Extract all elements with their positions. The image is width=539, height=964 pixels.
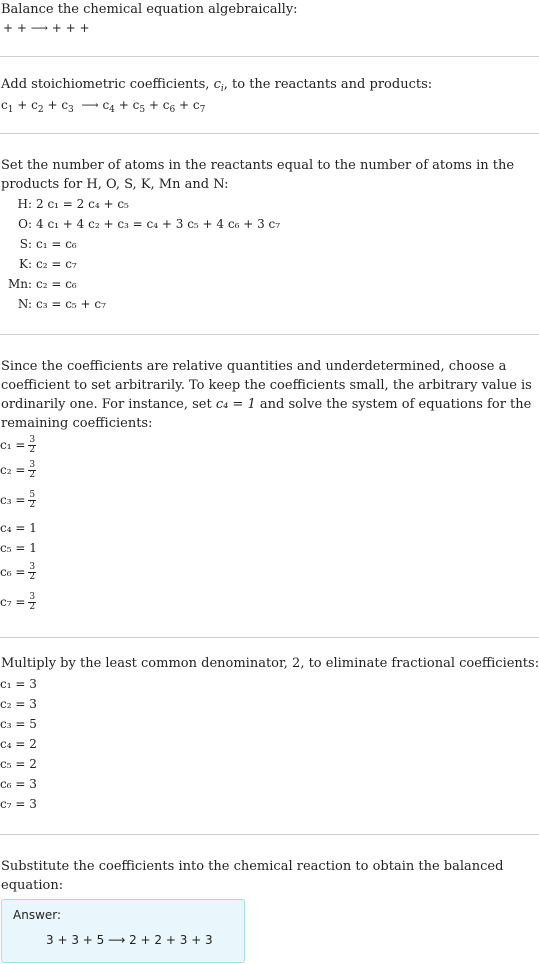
solve-line1: Since the coefficients are relative quantities and underdetermined, choose a — [1, 359, 507, 374]
ci-subscript: i — [220, 84, 224, 94]
substitute-line2: equation: — [1, 878, 64, 893]
balanced-equation: 3 + 3 + 5 ⟶ 2 + 2 + 3 + 3 — [46, 933, 213, 947]
coefficient-name: c₄ = — [0, 521, 26, 535]
fraction-denominator: 2 — [29, 445, 36, 455]
equation-operator: + — [114, 98, 133, 112]
coefficient-subscript: 2 — [37, 105, 44, 115]
coefficient-name: c₅ = — [0, 541, 26, 555]
fraction-denominator: 2 — [29, 602, 36, 612]
atom-balance-equation: c₂ = c₇ — [36, 257, 77, 271]
fraction-numerator: 5 — [29, 490, 36, 500]
integer-coefficient: c₃ = 5 — [0, 717, 37, 731]
divider — [0, 834, 539, 835]
coefficient-row — [0, 461, 36, 481]
solve-line4: remaining coefficients: — [1, 416, 153, 431]
atom-balance-equation: c₂ = c₆ — [36, 277, 77, 291]
answer-box — [1, 899, 245, 963]
coefficient-symbol: c — [1, 98, 8, 112]
fraction-numerator: 3 — [29, 460, 36, 470]
equation-operator: + — [175, 98, 193, 112]
equation-operator: + — [145, 98, 163, 112]
fraction — [28, 461, 36, 480]
fraction-numerator: 3 — [29, 562, 36, 572]
divider — [0, 637, 539, 638]
atom-equation-row — [0, 277, 300, 297]
element-label: N: — [17, 297, 32, 311]
substitute-line1: Substitute the coefficients into the chemical reaction to obtain the balanced — [1, 859, 504, 874]
element-label: H: — [17, 197, 32, 211]
integer-coefficient: c₂ = 3 — [0, 697, 37, 711]
coefficient-name: c₂ = — [0, 463, 26, 477]
coefficient-subscript: 6 — [169, 105, 176, 115]
atom-equation-row — [0, 257, 300, 277]
coefficient-equation — [1, 96, 205, 120]
coefficient-row — [0, 521, 37, 541]
equation-operator: + — [13, 98, 32, 112]
divider — [0, 334, 539, 335]
coefficient-symbol: c — [162, 98, 170, 112]
solve-line3-pre: ordinarily one. For instance, set — [1, 397, 216, 412]
integer-coefficient: c₄ = 2 — [0, 737, 37, 751]
coefficient-subscript: 7 — [199, 105, 206, 115]
coefficient-row — [0, 541, 37, 561]
coefficient-value: 1 — [25, 521, 37, 535]
atom-equation-row — [0, 217, 300, 237]
coefficient-subscript: 5 — [139, 105, 146, 115]
divider — [0, 133, 539, 134]
element-label: O: — [18, 217, 32, 231]
fraction-denominator: 2 — [29, 470, 36, 480]
intro-title: Balance the chemical equation algebraically: — [1, 2, 298, 17]
integer-coefficient: c₁ = 3 — [0, 677, 37, 691]
coefficient-subscript: 1 — [7, 105, 14, 115]
fraction-numerator: 3 — [29, 592, 36, 602]
integer-coefficient: c₅ = 2 — [0, 757, 37, 771]
atom-equation-row — [0, 297, 300, 317]
coefficient-subscript: 3 — [68, 105, 74, 115]
coefficient-symbol: c — [31, 98, 38, 112]
fraction — [28, 563, 36, 582]
coefficient-row — [0, 491, 36, 511]
coefficient-row — [0, 436, 36, 456]
fraction — [28, 593, 36, 612]
fraction — [28, 436, 36, 455]
element-label: S: — [19, 237, 32, 251]
fraction — [28, 491, 36, 510]
coefficient-name: c₆ = — [0, 565, 26, 579]
fraction-denominator: 2 — [29, 500, 36, 510]
atom-balance-equation: c₃ = c₅ + c₇ — [36, 297, 106, 311]
coefficient-name: c₃ = — [0, 493, 26, 507]
atom-balance-equation: c₁ = c₆ — [36, 237, 77, 251]
lcd-line: Multiply by the least common denominator, 2, to eliminate fractional coefficients: — [1, 656, 539, 671]
coefficient-name: c₇ = — [0, 595, 26, 609]
equation-operator: + — [43, 98, 62, 112]
atom-equation-row — [0, 237, 300, 257]
coefficients-intro-pre: Add stoichiometric coefficients, — [1, 77, 214, 92]
atoms-intro-line1: Set the number of atoms in the reactants equal to the number of atoms in the — [1, 158, 515, 173]
solve-line3-math: c₄ = 1 — [215, 397, 256, 412]
coefficients-intro-post: , to the reactants and products: — [223, 77, 433, 92]
coefficient-row — [0, 593, 36, 613]
atom-balance-equation: 4 c₁ + 4 c₂ + c₃ = c₄ + 3 c₅ + 4 c₆ + 3 c₇ — [36, 217, 281, 231]
atom-balance-equation: 2 c₁ = 2 c₄ + c₅ — [36, 197, 129, 211]
ci-symbol: c — [213, 77, 221, 92]
coefficient-name: c₁ = — [0, 438, 26, 452]
coefficient-symbol: c — [132, 98, 140, 112]
coefficient-symbol: c — [61, 98, 69, 112]
fraction-numerator: 3 — [29, 435, 36, 445]
unbalanced-equation: + + ⟶ + + + — [3, 21, 90, 35]
coefficient-value: 1 — [25, 541, 37, 555]
solve-line3 — [1, 395, 531, 414]
element-label: Mn: — [7, 277, 32, 291]
element-label: K: — [18, 257, 32, 271]
solve-line2: coefficient to set arbitrarily. To keep the coefficients small, the arbitrary value is — [1, 378, 532, 393]
answer-label: Answer: — [13, 908, 62, 922]
coefficient-row — [0, 563, 36, 583]
coefficient-symbol: c — [102, 98, 110, 112]
atoms-intro-line2: products for H, O, S, K, Mn and N: — [1, 177, 229, 192]
equation-operator: ⟶ — [73, 98, 103, 112]
coefficient-subscript: 4 — [109, 105, 115, 115]
solve-line3-post: and solve the system of equations for the — [255, 397, 532, 412]
coefficient-symbol: c — [192, 98, 200, 112]
atom-equation-row — [0, 197, 300, 217]
integer-coefficient: c₇ = 3 — [0, 797, 37, 811]
fraction-denominator: 2 — [29, 572, 36, 582]
divider — [0, 56, 539, 57]
integer-coefficient: c₆ = 3 — [0, 777, 37, 791]
